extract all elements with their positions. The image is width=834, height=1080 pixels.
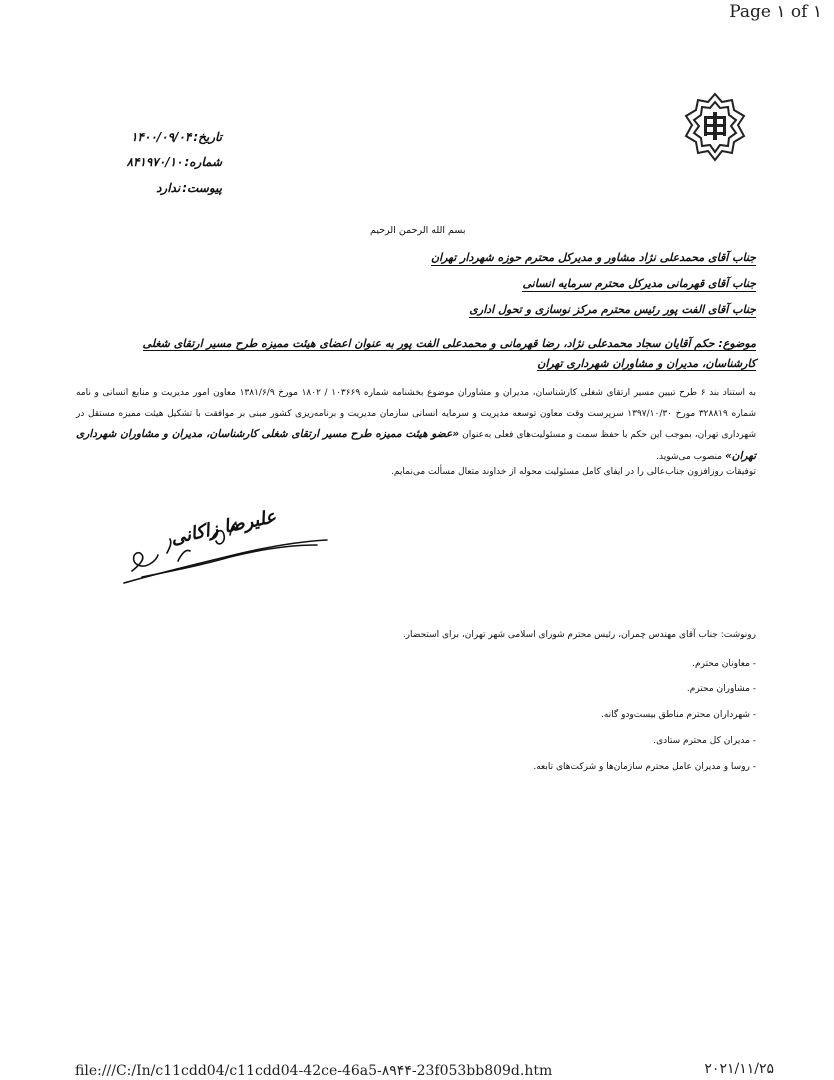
cc-item: - شهرداران محترم مناطق بیست‌و‌دو گانه. [600,710,756,720]
letter-body: به استناد بند ۶ طرح تبیین مسیر ارتقای شغلی کارشناسان، مدیران و مشاوران موضوع بخشنامه شماره ۱۰۳۶۶۹ / ۱۸۰۲ مورخ ۱۳۸۱/۶/۹ معاون امور مدیریت و منابع انسانی و نامه شماره ۳۲۸۸۱۹ مورخ ۱۳۹۷/۱۰/۳۰ سرپرست وقت معاون توسعه مدیریت و سرمایه انسانی سازمان مدیریت و برنامه‌ریزی کشور مبنی بر موافقت با تشکیل هیئت ممیزه مستقل در شهرداری تهران، بموجب این حکم با حفظ سمت و مسئولیت‌های فعلی به‌عنوان «عضو هیئت ممیزه طرح مسیر ارتقای شغلی کارشناسان، مدیران و مشاوران شهرداری تهران» منصوب می‌شوید. [76,388,756,462]
page-counter: Page ١ of ١ [729,2,822,22]
addressee-1: جناب آقای محمدعلی نژاد مشاور و مدیرکل محترم حوزه شهردار تهران [430,251,756,264]
footer-file-path: file:///C:/In/c11cdd04/c11cdd04-42ce-46a5-۸۹۴۴-23f053bb809d.htm [75,1063,553,1079]
signature [112,505,337,595]
subject-line-2: کارشناسان، مدیران و مشاوران شهرداری تهران [537,357,756,370]
cc-item: - معاونان محترم. [692,659,756,669]
letter-number: شماره:۸۴۱۹۷۰/۱۰ [126,155,222,169]
cc-item: - مدیران کل محترم ستادی. [653,736,756,746]
subject-line-1: موضوع: حکم آقایان سجاد محمدعلی نژاد، رضا قهرمانی و محمدعلی الفت پور به عنوان اعضای هیئت ممیزه طرح مسیر ارتقای شغلی [142,337,756,350]
cc-heading: رونوشت: جناب آقای مهندس چمران، رئیس محترم شورای اسلامی شهر تهران، برای استحضار. [402,630,756,640]
letter-attachment: پیوست:ندارد [156,181,222,195]
addressee-2: جناب آقای قهرمانی مدیرکل محترم سرمایه انسانی [522,277,756,290]
addressee-3: جناب آقای الفت پور رئیس محترم مرکز نوسازی و تحول اداری [469,303,756,316]
letter-closing: توفیقات روزافزون جناب‌عالی را در ایفای کامل مسئولیت محوله از خداوند متعال مسألت می‌نمایم. [391,467,756,477]
signature-name: علیرضا زاکانی [168,506,278,549]
footer-date: ۲۰۲۱/۱۱/۲۵ [704,1061,774,1077]
body-bold-title: «عضو هیئت ممیزه طرح مسیر ارتقای شغلی کارشناسان، مدیران و مشاوران شهرداری تهران» [76,428,756,462]
basmala: بسم الله الرحمن الرحیم [370,225,466,236]
letter-subject [106,334,756,374]
cc-item: - روسا و مدیران عامل محترم سازمان‌ها و شرکت‌های تابعه. [533,762,756,772]
letter-date: تاریخ:۱۴۰۰/۰۹/۰۴ [130,130,222,144]
tehran-municipality-logo-icon [684,92,746,162]
cc-item: - مشاوران محترم. [686,684,756,694]
